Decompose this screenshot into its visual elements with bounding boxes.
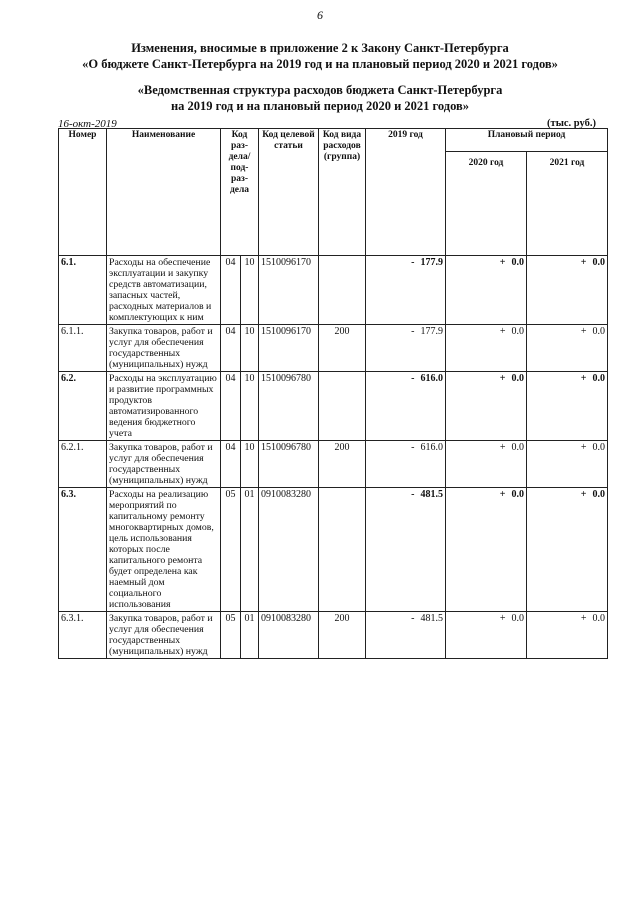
row-subsection-code: 10: [241, 256, 259, 325]
header-section: Код раз-дела/ под-раз-дела: [221, 129, 259, 256]
row-amount-2021: [527, 612, 608, 659]
row-target-code: 0910083280: [259, 612, 319, 659]
amount-value: 0.0: [592, 489, 605, 500]
table-row: [59, 441, 608, 488]
row-name: Закупка товаров, работ и услуг для обеспечения государственных (муниципальных) нужд: [107, 325, 221, 372]
row-name: Расходы на эксплуатацию и развитие программных продуктов автоматизированного ведения бюджетного учета: [107, 372, 221, 441]
row-section-code: 04: [221, 441, 241, 488]
change-sign: -: [411, 489, 415, 500]
change-sign: +: [580, 373, 587, 384]
row-amount-2019: [366, 488, 446, 612]
change-sign: -: [411, 257, 415, 268]
row-target-code: 1510096170: [259, 325, 319, 372]
title-line-2: «О бюджете Санкт-Петербурга на 2019 год и на плановый период 2020 и 2021 годов»: [82, 57, 558, 71]
amount-value: 177.9: [420, 326, 443, 337]
row-expense-type: [319, 372, 366, 441]
change-sign: -: [411, 442, 415, 453]
row-expense-type: [319, 256, 366, 325]
row-subsection-code: 01: [241, 488, 259, 612]
row-amount-2020: [446, 612, 527, 659]
row-amount-2020: [446, 325, 527, 372]
row-number: 6.1.1.: [59, 325, 107, 372]
title-line-1: Изменения, вносимые в приложение 2 к Закону Санкт-Петербурга: [131, 41, 509, 55]
change-sign: -: [411, 613, 415, 624]
table-row: [59, 372, 608, 441]
table-row: [59, 256, 608, 325]
units-label: (тыс. руб.): [547, 118, 596, 129]
row-subsection-code: 10: [241, 372, 259, 441]
header-2021: 2021 год: [527, 152, 608, 256]
row-subsection-code: 10: [241, 441, 259, 488]
change-sign: +: [499, 257, 506, 268]
amount-value: 0.0: [511, 257, 524, 268]
row-name: Расходы на реализацию мероприятий по капитальному ремонту многоквартирных домов, цель использования которых после капитального ремонта будет определена как наемный дом социального использования: [107, 488, 221, 612]
row-target-code: 1510096170: [259, 256, 319, 325]
row-amount-2019: [366, 372, 446, 441]
amount-value: 0.0: [511, 613, 524, 624]
header-2020: 2020 год: [446, 152, 527, 256]
row-section-code: 04: [221, 256, 241, 325]
table-row: [59, 612, 608, 659]
change-sign: +: [499, 489, 506, 500]
change-sign: -: [411, 373, 415, 384]
amount-value: 616.0: [420, 442, 443, 453]
row-amount-2021: [527, 256, 608, 325]
amount-value: 0.0: [511, 489, 524, 500]
document-subtitle: [0, 82, 640, 114]
header-planned-period: Плановый период: [446, 129, 608, 152]
row-amount-2021: [527, 488, 608, 612]
row-amount-2020: [446, 488, 527, 612]
row-amount-2021: [527, 441, 608, 488]
change-sign: -: [411, 326, 415, 337]
page-number: 6: [317, 8, 323, 22]
header-2019: 2019 год: [366, 129, 446, 256]
change-sign: +: [580, 489, 587, 500]
row-name: Закупка товаров, работ и услуг для обеспечения государственных (муниципальных) нужд: [107, 612, 221, 659]
change-sign: +: [499, 442, 506, 453]
row-number: 6.1.: [59, 256, 107, 325]
subtitle-line-1: «Ведомственная структура расходов бюджета Санкт-Петербурга: [137, 83, 503, 97]
row-section-code: 05: [221, 612, 241, 659]
amount-value: 0.0: [592, 257, 605, 268]
amount-value: 0.0: [592, 613, 605, 624]
row-name: Расходы на обеспечение эксплуатации и закупку средств автоматизации, запасных частей, расходных материалов и комплектующих к ним: [107, 256, 221, 325]
change-sign: +: [499, 613, 506, 624]
row-number: 6.2.: [59, 372, 107, 441]
row-expense-type: 200: [319, 441, 366, 488]
row-amount-2021: [527, 372, 608, 441]
table-row: [59, 488, 608, 612]
amount-value: 0.0: [592, 442, 605, 453]
row-target-code: 0910083280: [259, 488, 319, 612]
row-expense-type: 200: [319, 612, 366, 659]
row-target-code: 1510096780: [259, 372, 319, 441]
row-target-code: 1510096780: [259, 441, 319, 488]
row-amount-2020: [446, 256, 527, 325]
row-number: 6.3.1.: [59, 612, 107, 659]
row-subsection-code: 10: [241, 325, 259, 372]
row-expense-type: [319, 488, 366, 612]
subtitle-line-2: на 2019 год и на плановый период 2020 и 2021 годов»: [170, 99, 470, 113]
header-number: Номер: [59, 129, 107, 256]
header-name: Наименование: [107, 129, 221, 256]
row-section-code: 04: [221, 372, 241, 441]
row-amount-2020: [446, 372, 527, 441]
table-row: [59, 325, 608, 372]
row-amount-2019: [366, 612, 446, 659]
document-title: [0, 40, 640, 72]
change-sign: +: [580, 613, 587, 624]
change-sign: +: [580, 257, 587, 268]
row-amount-2019: [366, 325, 446, 372]
row-number: 6.3.: [59, 488, 107, 612]
amount-value: 0.0: [592, 326, 605, 337]
amount-value: 0.0: [511, 442, 524, 453]
row-expense-type: 200: [319, 325, 366, 372]
change-sign: +: [580, 326, 587, 337]
header-expense-type: Код вида расходов (группа): [319, 129, 366, 256]
amount-value: 616.0: [420, 373, 443, 384]
amount-value: 481.5: [420, 489, 443, 500]
amount-value: 0.0: [511, 373, 524, 384]
budget-table: [58, 128, 608, 659]
row-section-code: 04: [221, 325, 241, 372]
row-name: Закупка товаров, работ и услуг для обеспечения государственных (муниципальных) нужд: [107, 441, 221, 488]
row-section-code: 05: [221, 488, 241, 612]
change-sign: +: [499, 373, 506, 384]
row-amount-2020: [446, 441, 527, 488]
change-sign: +: [499, 326, 506, 337]
row-amount-2021: [527, 325, 608, 372]
amount-value: 0.0: [592, 373, 605, 384]
change-sign: +: [580, 442, 587, 453]
amount-value: 481.5: [420, 613, 443, 624]
row-number: 6.2.1.: [59, 441, 107, 488]
row-amount-2019: [366, 441, 446, 488]
amount-value: 0.0: [511, 326, 524, 337]
header-target: Код целевой статьи: [259, 129, 319, 256]
row-amount-2019: [366, 256, 446, 325]
document-date: 16-окт-2019: [58, 118, 117, 130]
row-subsection-code: 01: [241, 612, 259, 659]
amount-value: 177.9: [420, 257, 443, 268]
